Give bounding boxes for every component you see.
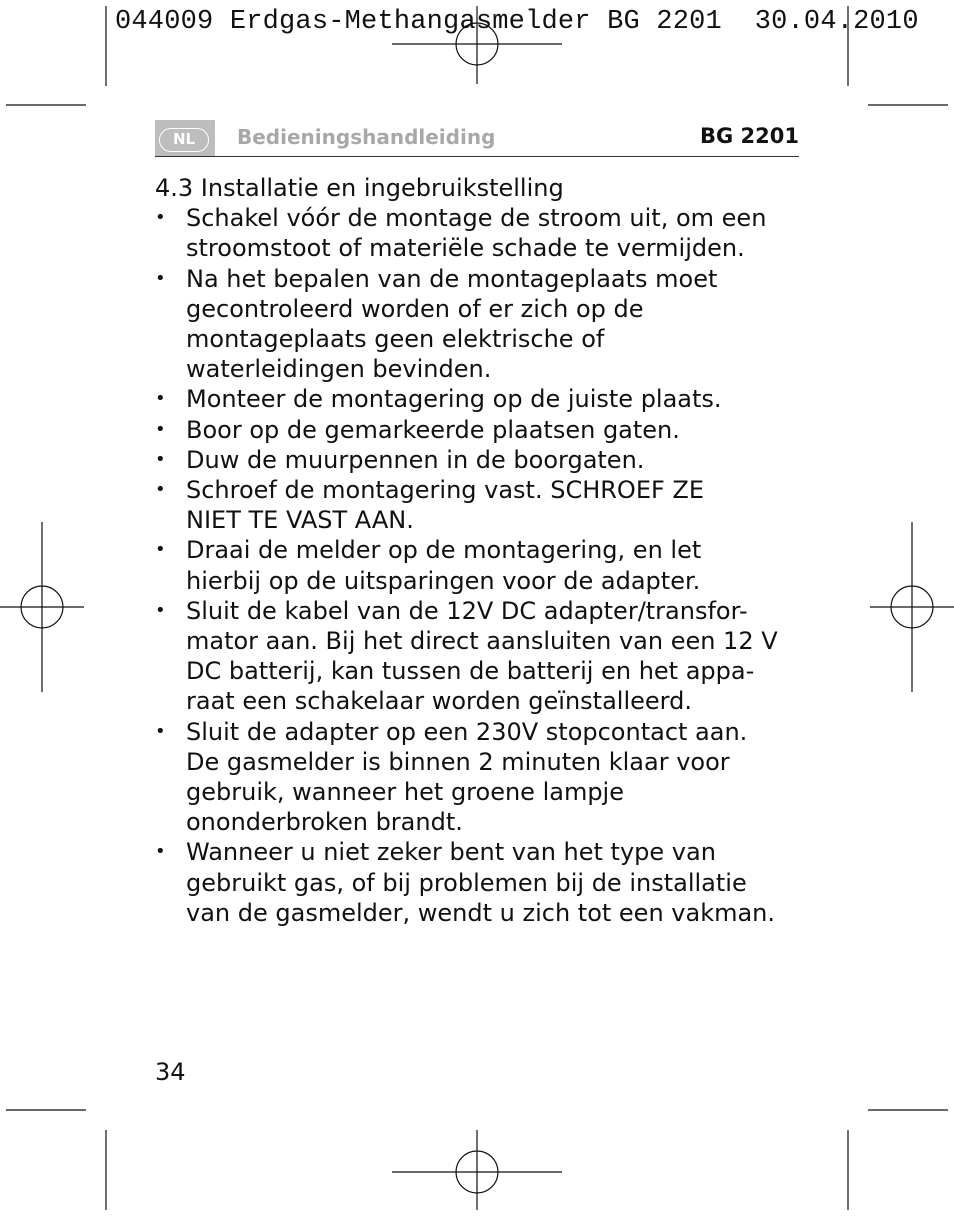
list-item	[155, 475, 805, 535]
bullet-icon: •	[155, 720, 166, 742]
step-text-line: Sluit de adapter op een 230V stopcontact aan.	[186, 717, 748, 746]
step-text-line: Wanneer u niet zeker bent van het type van	[186, 838, 716, 867]
page-number: 34	[155, 1058, 186, 1086]
model-code: BG 2201	[699, 124, 799, 148]
step-text-line: van de gasmelder, wendt u zich tot een vakman.	[186, 898, 776, 927]
language-badge: NL	[159, 128, 209, 152]
list-item	[155, 837, 805, 928]
bullet-icon: •	[155, 539, 166, 561]
bullet-icon: •	[155, 267, 166, 289]
step-text-line: mator aan. Bij het direct aansluiten van een 12 V	[186, 627, 778, 656]
print-job-slug: 044009 Erdgas-Methangasmelder BG 2201 30.04.2010	[115, 7, 919, 37]
step-text-line: De gasmelder is binnen 2 minuten klaar voor	[186, 747, 730, 776]
step-text-line: Schroef de montagering vast. SCHROEF ZE	[186, 476, 705, 505]
bullet-icon: •	[155, 448, 166, 470]
step-text-line: ononderbroken brandt.	[186, 808, 463, 837]
bullet-icon: •	[155, 841, 166, 863]
step-text-line: montageplaats geen elektrische of	[186, 325, 605, 354]
step-text-line: Duw de muurpennen in de boorgaten.	[186, 445, 645, 474]
bullet-icon: •	[155, 418, 166, 440]
registration-mark-right	[870, 522, 954, 692]
bullet-icon: •	[155, 207, 166, 229]
list-item	[155, 203, 805, 263]
bullet-icon: •	[155, 599, 166, 621]
step-text-line: gebruik, wanneer het groene lampje	[186, 778, 624, 807]
list-item	[155, 535, 805, 595]
bullet-icon: •	[155, 388, 166, 410]
registration-mark-bottom	[392, 1130, 562, 1210]
step-text-line: NIET TE VAST AAN.	[186, 506, 414, 535]
bullet-icon: •	[155, 479, 166, 501]
list-item	[155, 264, 805, 385]
page-header	[155, 118, 799, 157]
step-text-line: waterleidingen bevinden.	[186, 355, 492, 384]
step-text-line: Sluit de kabel van de 12V DC adapter/transfor-	[186, 596, 748, 625]
step-text-line: DC batterij, kan tussen de batterij en het appa-	[186, 657, 755, 686]
step-text-line: gebruikt gas, of bij problemen bij de installatie	[186, 868, 747, 897]
page-content	[155, 173, 805, 928]
step-text-line: Na het bepalen van de montageplaats moet	[186, 264, 718, 293]
step-text-line: Boor op de gemarkeerde plaatsen gaten.	[186, 415, 680, 444]
list-item	[155, 717, 805, 838]
step-text-line: Draai de melder op de montagering, en let	[186, 536, 702, 565]
registration-mark-left	[0, 522, 84, 692]
section-heading: 4.3 Installatie en ingebruikstelling	[155, 174, 564, 202]
step-text-line: Schakel vóór de montage de stroom uit, om een	[186, 204, 767, 233]
installation-steps	[155, 203, 805, 928]
list-item	[155, 596, 805, 717]
step-text-line: Monteer de montagering op de juiste plaats.	[186, 385, 722, 414]
step-text-line: raat een schakelaar worden geïnstalleerd.	[186, 687, 692, 716]
step-text-line: stroomstoot of materiële schade te vermijden.	[186, 234, 745, 263]
step-text-line: hierbij op de uitsparingen voor de adapter.	[186, 566, 701, 595]
manual-title: Bedieningshandleiding	[237, 125, 496, 149]
list-item	[155, 445, 805, 475]
language-band	[155, 120, 215, 156]
list-item	[155, 415, 805, 445]
step-text-line: gecontroleerd worden of er zich op de	[186, 294, 644, 323]
list-item	[155, 384, 805, 414]
